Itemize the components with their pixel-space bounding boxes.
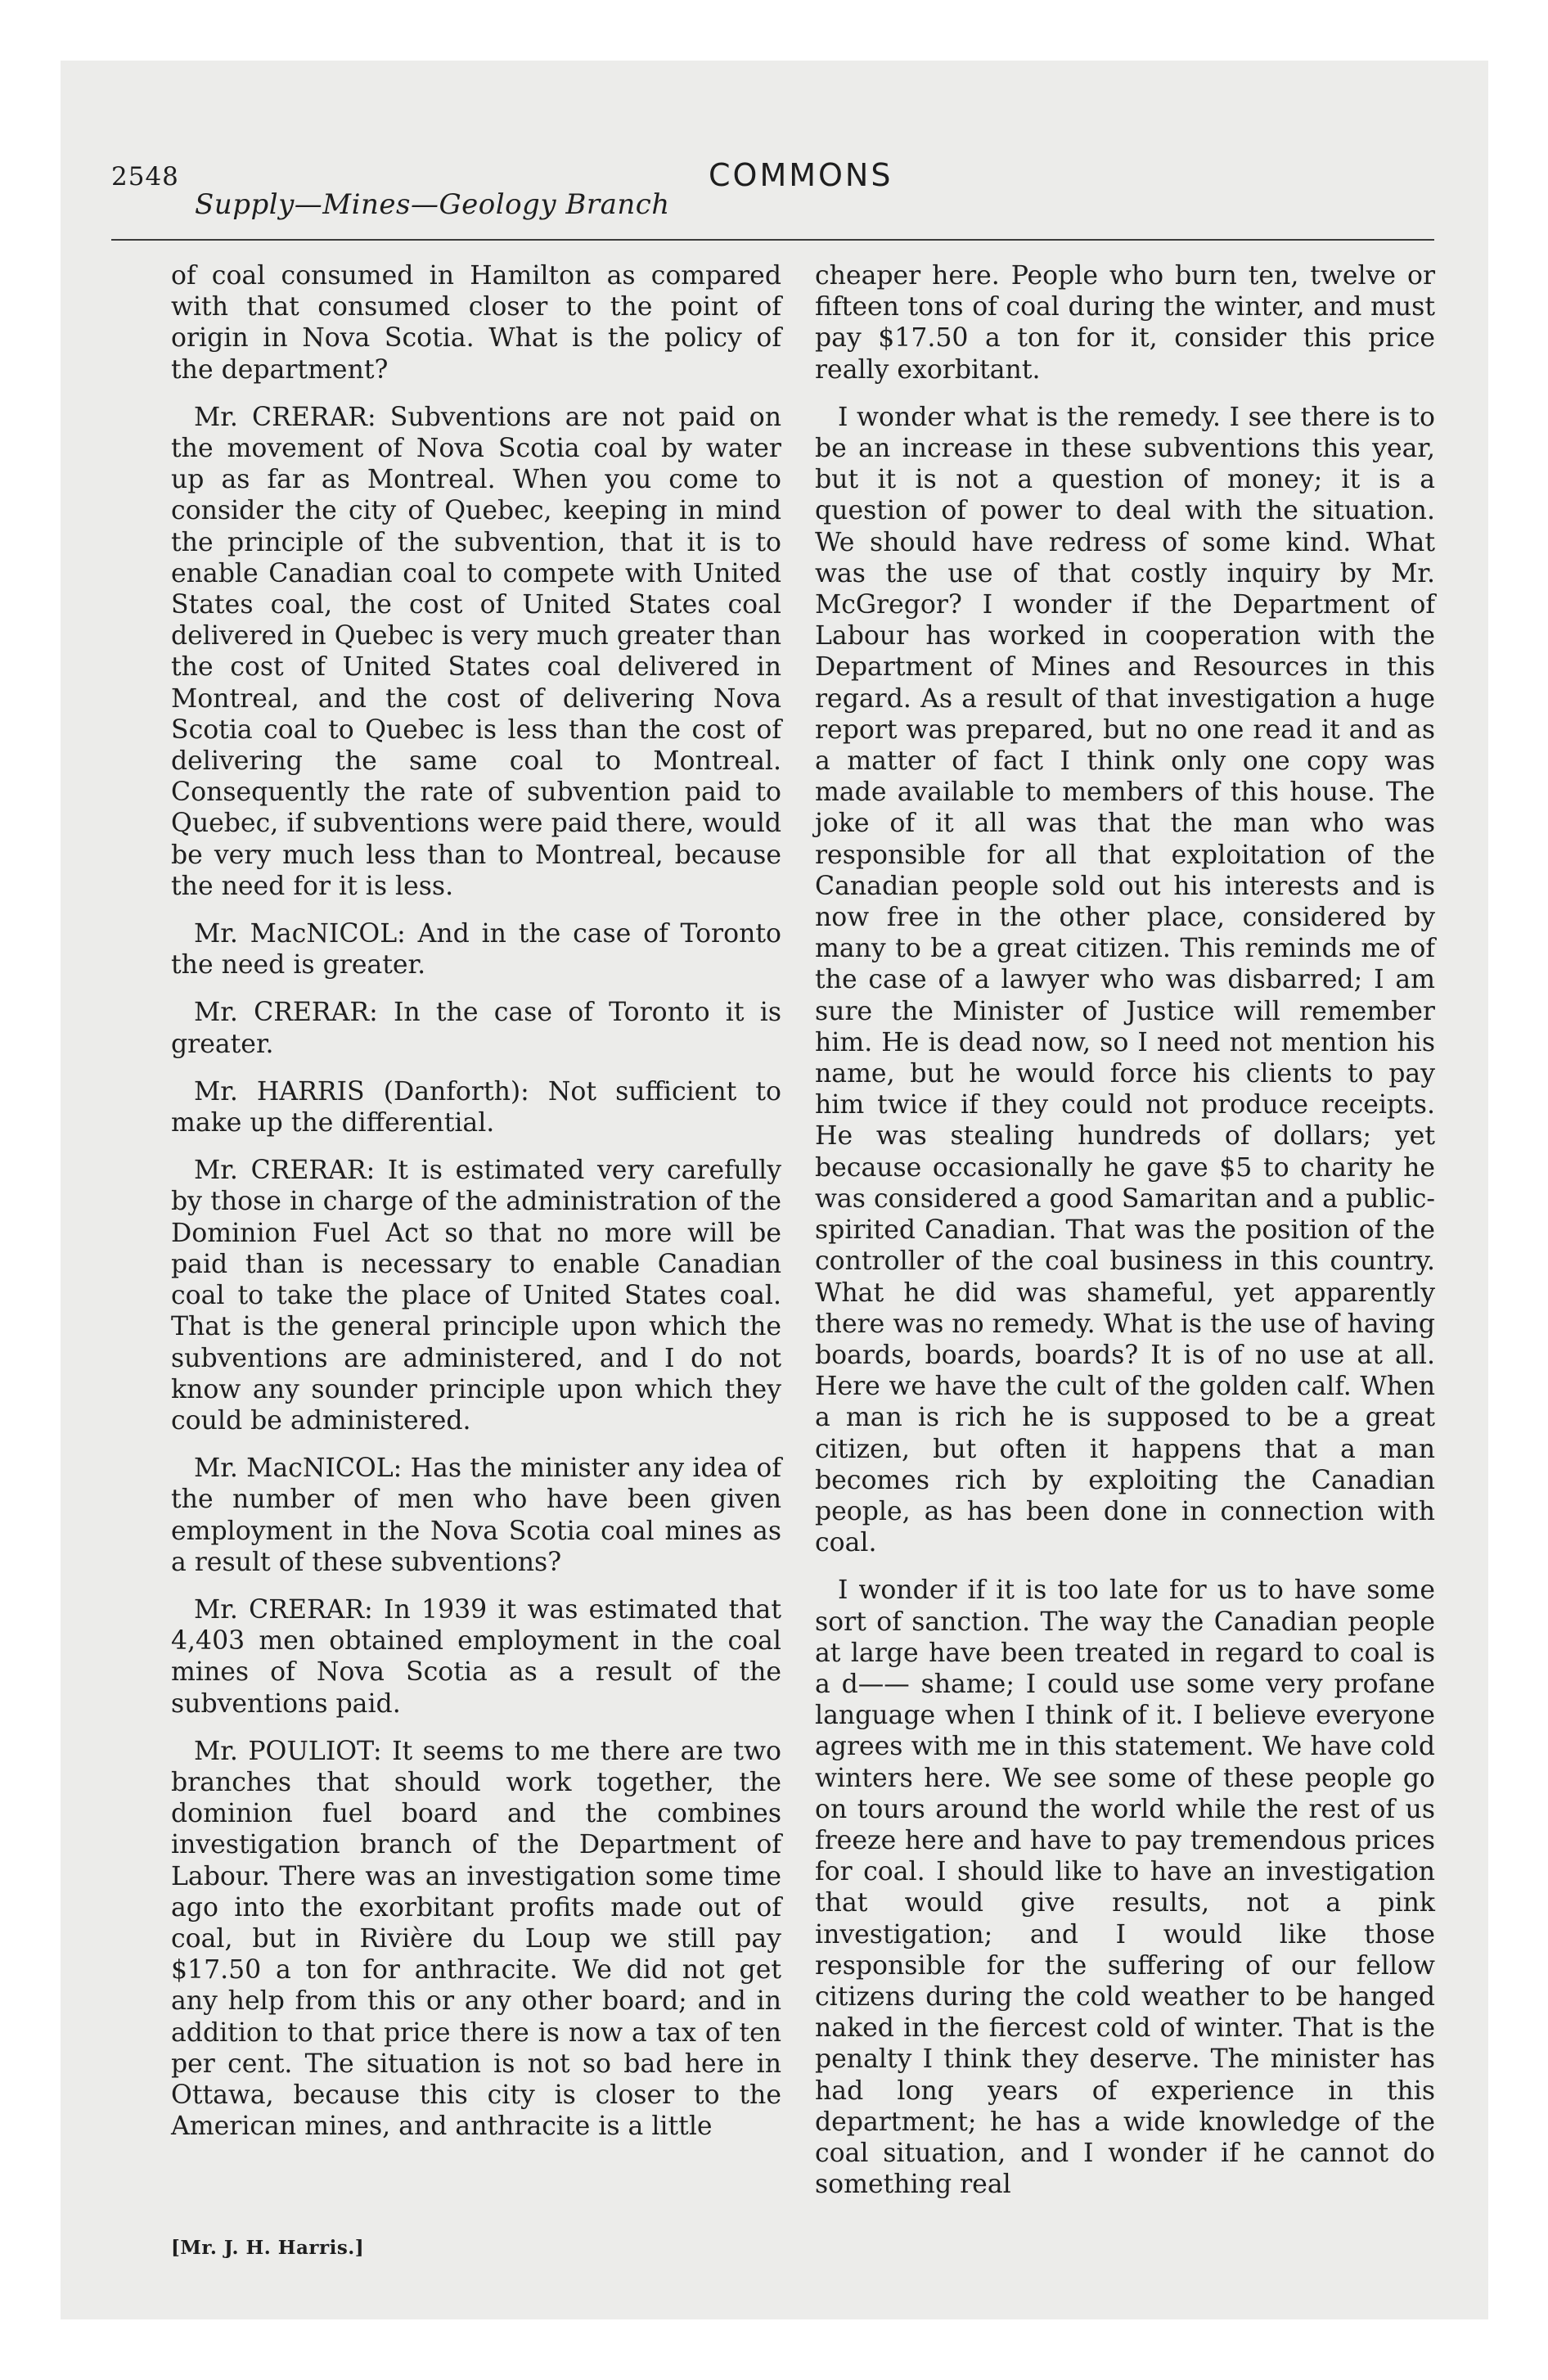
paragraph: I wonder what is the remedy. I see there is to be an increase in these subventions this year, but it is not a question of money; it is a question of power to deal with the situation. We should have redress of some kind. What was the use of that costly inquiry by Mr. McGregor? I wonder if the Department of Labour has worked in cooperation with the Department of Mines and Resources in this regard. As a result of that investigation a huge report was prepared, but no one read it and as a matter of fact I think only one copy was made available to members of this house. The joke of it all was that the man who was responsible for all that exploitation of the Canadian people sold out his interests and is now free in the other place, considered by many to be a great citizen. This reminds me of the case of a lawyer who was disbarred; I am sure the Minister of Justice will remember him. He is dead now, so I need not mention his name, but he would force his clients to pay him twice if they could not produce receipts. He was stealing hundreds of dollars; yet because occasionally he gave $5 to charity he was considered a good Samaritan and a public-spirited Canadian. That was the position of the controller of the coal business in this country. What he did was shameful, yet apparently there was no remedy. What is the use of having boards, boards, boards? It is of no use at all. Here we have the cult of the golden calf. When a man is rich he is supposed to be a great citizen, but often it happens that a man becomes rich by exploiting the Canadian people, as has been done in connection with coal. (815, 402, 1435, 1558)
paragraph: Mr. CRERAR: Subventions are not paid on the movement of Nova Scotia coal by water up as far as Montreal. When you come to consider the city of Quebec, keeping in mind the principle of the subvention, that it is to enable Canadian coal to compete with United States coal, the cost of United States coal delivered in Quebec is very much greater than the cost of United States coal delivered in Montreal, and the cost of delivering Nova Scotia coal to Quebec is less than the cost of delivering the same coal to Montreal. Consequently the rate of subvention paid to Quebec, if subventions were paid there, would be very much less than to Montreal, because the need for it is less. (171, 402, 781, 901)
paragraph: I wonder if it is too late for us to have some sort of sanction. The way the Canadian people at large have been treated in regard to coal is a d—— shame; I could use some very profane language when I think of it. I believe everyone agrees with me in this statement. We have cold winters here. We see some of these people go on tours around the world while the rest of us freeze here and have to pay tremendous prices for coal. I should like to have an investigation that would give results, not a pink investigation; and I would like those responsible for the suffering of our fellow citizens during the cold weather to be hanged naked in the fiercest cold of winter. That is the penalty I think they deserve. The minister has had long years of experience in this department; he has a wide knowledge of the coal situation, and I wonder if he cannot do something real (815, 1575, 1435, 2200)
paragraph: Mr. HARRIS (Danforth): Not sufficient to make up the differential. (171, 1076, 781, 1138)
paragraph: Mr. CRERAR: In 1939 it was estimated that 4,403 men obtained employment in the coal mines of Nova Scotia as a result of the subventions paid. (171, 1594, 781, 1719)
paragraph: cheaper here. People who burn ten, twelve or fifteen tons of coal during the winter, and must pay $17.50 a ton for it, consider this price really exorbitant. (815, 261, 1435, 385)
paragraph: Mr. CRERAR: It is estimated very carefully by those in charge of the administration of the Dominion Fuel Act so that no more will be paid than is necessary to enable Canadian coal to take the place of United States coal. That is the general principle upon which the subventions are administered, and I do not know any sounder principle upon which they could be administered. (171, 1156, 781, 1436)
paragraph: Mr. MacNICOL: And in the case of Toronto the need is greater. (171, 919, 781, 980)
paragraph: Mr. MacNICOL: Has the minister any idea of the number of men who have been given employment in the Nova Scotia coal mines as a result of these subventions? (171, 1454, 781, 1577)
paragraph: Mr. CRERAR: In the case of Toronto it is greater. (171, 998, 781, 1059)
speaker-note: [Mr. J. H. Harris.] (171, 2237, 365, 2259)
header-rule (111, 239, 1434, 241)
running-head: COMMONS (709, 157, 893, 193)
paragraph: Mr. POULIOT: It seems to me there are two branches that should work together, the dominion fuel board and the combines investigation branch of the Department of Labour. There was an investigation some time ago into the exorbitant profits made out of coal, but in Rivière du Loup we still pay $17.50 a ton for anthracite. We did not get any help from this or any other board; and in addition to that price there is now a tax of ten per cent. The situation is not so bad here in Ottawa, because this city is closer to the American mines, and anthracite is a little (171, 1736, 781, 2142)
page-number: 2548 (111, 162, 179, 192)
left-column (171, 260, 781, 2158)
page-header (111, 95, 1437, 242)
right-column (815, 260, 1435, 2216)
paragraph: of coal consumed in Hamilton as compared with that consumed closer to the point of origin in Nova Scotia. What is the policy of the department? (171, 261, 781, 385)
section-title: Supply—Mines—Geology Branch (195, 188, 670, 221)
